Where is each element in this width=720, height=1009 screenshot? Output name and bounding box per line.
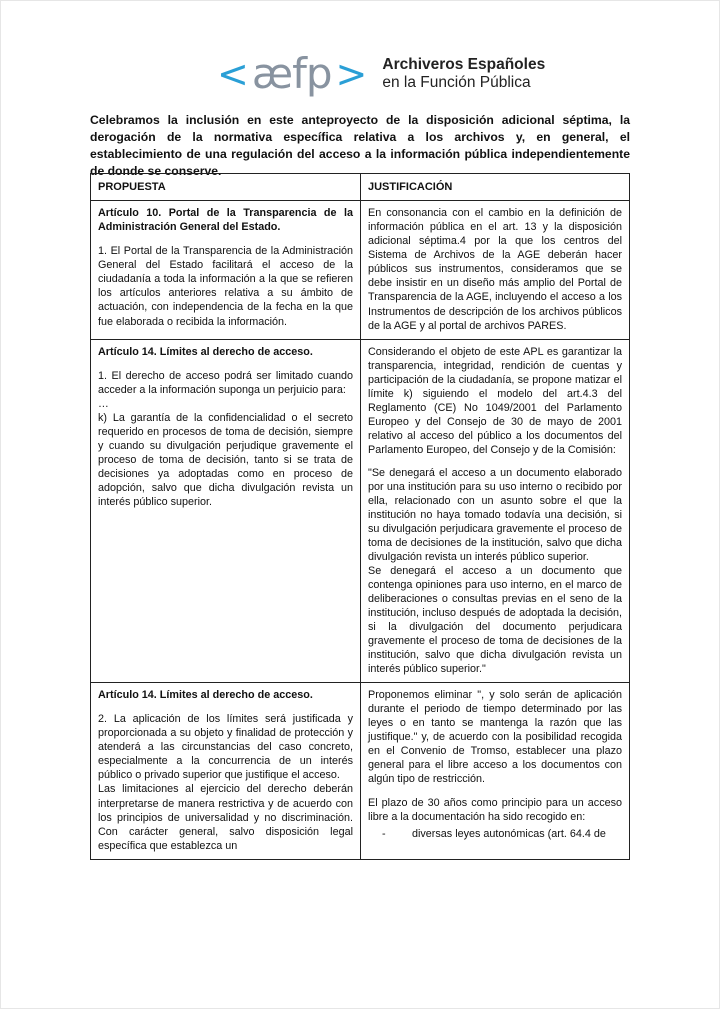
bullet-dash: - xyxy=(382,827,386,840)
table-row xyxy=(91,683,630,859)
header-propuesta: PROPUESTA xyxy=(91,174,361,201)
quote-paragraph-2: Se denegará el acceso a un documento que contenga opiniones para uso interno, en el marco de deliberaciones o consultas previas en el seno de la institución, incluso después de adoptada la decisión, si la divulgación del documento perjudicara gravemente el proceso de toma de decisiones de la institución, salvo que dicha divulgación revista un interés público superior." xyxy=(368,565,622,676)
logo-line-2: en la Función Pública xyxy=(382,74,531,91)
logo-chevron-left: < xyxy=(217,52,248,96)
table-row xyxy=(91,339,630,683)
justificacion-text: Proponemos eliminar ", y solo serán de aplicación durante el periodo de tiempo determinado por las leyes o en tanto se mantenga la razón que las justifique." y, de acuerdo con la posibilidad recogida en el Convenio de Tromso, establecer una plazo general para el libre acceso a los documentos con algún tipo de restricción. xyxy=(368,689,622,786)
intro-paragraph: Celebramos la inclusión en este anteproyecto de la disposición adicional séptima, la derogación de la normativa específica relativa a los archivos y, en general, el establecimiento de una regulación del acceso a la información pública independientemente de donde se conserve. xyxy=(90,113,630,179)
justificacion-cell xyxy=(361,683,630,859)
article-title: Artículo 14. Límites al derecho de acceso. xyxy=(98,345,313,358)
table-header-row xyxy=(91,174,630,201)
logo-mark xyxy=(213,49,370,98)
list-item xyxy=(368,827,622,841)
ellipsis: … xyxy=(98,397,109,410)
logo-text xyxy=(382,56,545,92)
justificacion-text: Considerando el objeto de este APL es garantizar la transparencia, integridad, rendición de cuentas y participación de la ciudadanía, se propone matizar el límite k) siguiendo el modelo del art.4.3 del Reglamento (CE) No 1049/2001 del Parlamento Europeo y del Consejo de 30 de mayo de 2001 relativo al acceso del público a los documentos del Parlamento Europeo, del Consejo y de la Comisión: xyxy=(368,345,622,456)
article-title: Artículo 14. Límites al derecho de acceso. xyxy=(98,689,313,702)
justificacion-text: En consonancia con el cambio en la definición de información pública en el art. 13 y la disposición adicional séptima.4 por la que los centros del Sistema de Archivos de la AGE deberán hacer públicos sus instrumentos, consideramos que se debe insistir en un diseño más amplio del Portal de Transparencia de la AGE, incluyendo el acceso a los Instrumentos de descripción de los archivos públicos de la AGE y al portal de archivos PARES. xyxy=(368,207,622,332)
propuesta-cell xyxy=(91,683,361,859)
justificacion-text-2: El plazo de 30 años como principio para un acceso libre a la documentación ha sido recogido en: xyxy=(368,796,622,823)
table-row xyxy=(91,201,630,339)
justificacion-cell xyxy=(361,201,630,339)
proposal-table xyxy=(90,173,630,860)
propuesta-text: 1. El derecho de acceso podrá ser limitado cuando acceder a la información suponga un perjuicio para: xyxy=(98,369,353,396)
propuesta-cell xyxy=(91,201,361,339)
logo-line-1: Archiveros Españoles xyxy=(382,56,546,74)
article-title: Artículo 10. Portal de la Transparencia de la Administración General del Estado. xyxy=(98,207,353,234)
bullet-text: diversas leyes autonómicas (art. 64.4 de xyxy=(412,827,606,840)
justificacion-cell xyxy=(361,339,630,683)
header-justificacion: JUSTIFICACIÓN xyxy=(361,174,630,201)
propuesta-text: 1. El Portal de la Transparencia de la Administración General del Estado facilitará el acceso de la ciudadanía a toda la información a la que se refieren los artículos anteriores relativa a su ámbito de actuación, con independencia de la fecha en la que fue elaborada o recibida la información. xyxy=(98,245,353,328)
propuesta-text-k: k) La garantía de la confidencialidad o el secreto requerido en procesos de toma de decisión, siempre y cuando su divulgación perjudique gravemente el proceso de toma de decisión, tanto si se trata de decisiones ya adoptadas como en proceso de adopción, salvo que dicha divulgación revista un interés público superior. xyxy=(98,411,353,508)
propuesta-text: 2. La aplicación de los límites será justificada y proporcionada a su objeto y finalidad de protección y atenderá a las circunstancias del caso concreto, especialmente a la concurrencia de un interés público o privado superior que justifique el acceso. xyxy=(98,713,353,782)
quote-paragraph-1: "Se denegará el acceso a un documento elaborado por una institución para su uso interno o recibido por ella, relacionado con un asunto sobre el que la institución no haya tomado todavía una decisión, si su divulgación perjudicara gravemente el proceso de toma de decisiones de la institución, salvo que dicha divulgación revista un interés público superior. xyxy=(368,466,622,564)
logo-chevron-right: > xyxy=(335,52,367,96)
aefp-logo xyxy=(213,44,545,104)
propuesta-cell xyxy=(91,339,361,683)
logo-word: æfp xyxy=(251,49,332,98)
propuesta-text-2: Las limitaciones al ejercicio del derecho deberán interpretarse de manera restrictiva y de acuerdo con los principios de universalidad y no discriminación. Con carácter general, salvo disposición legal específica que establezca un xyxy=(98,783,353,852)
